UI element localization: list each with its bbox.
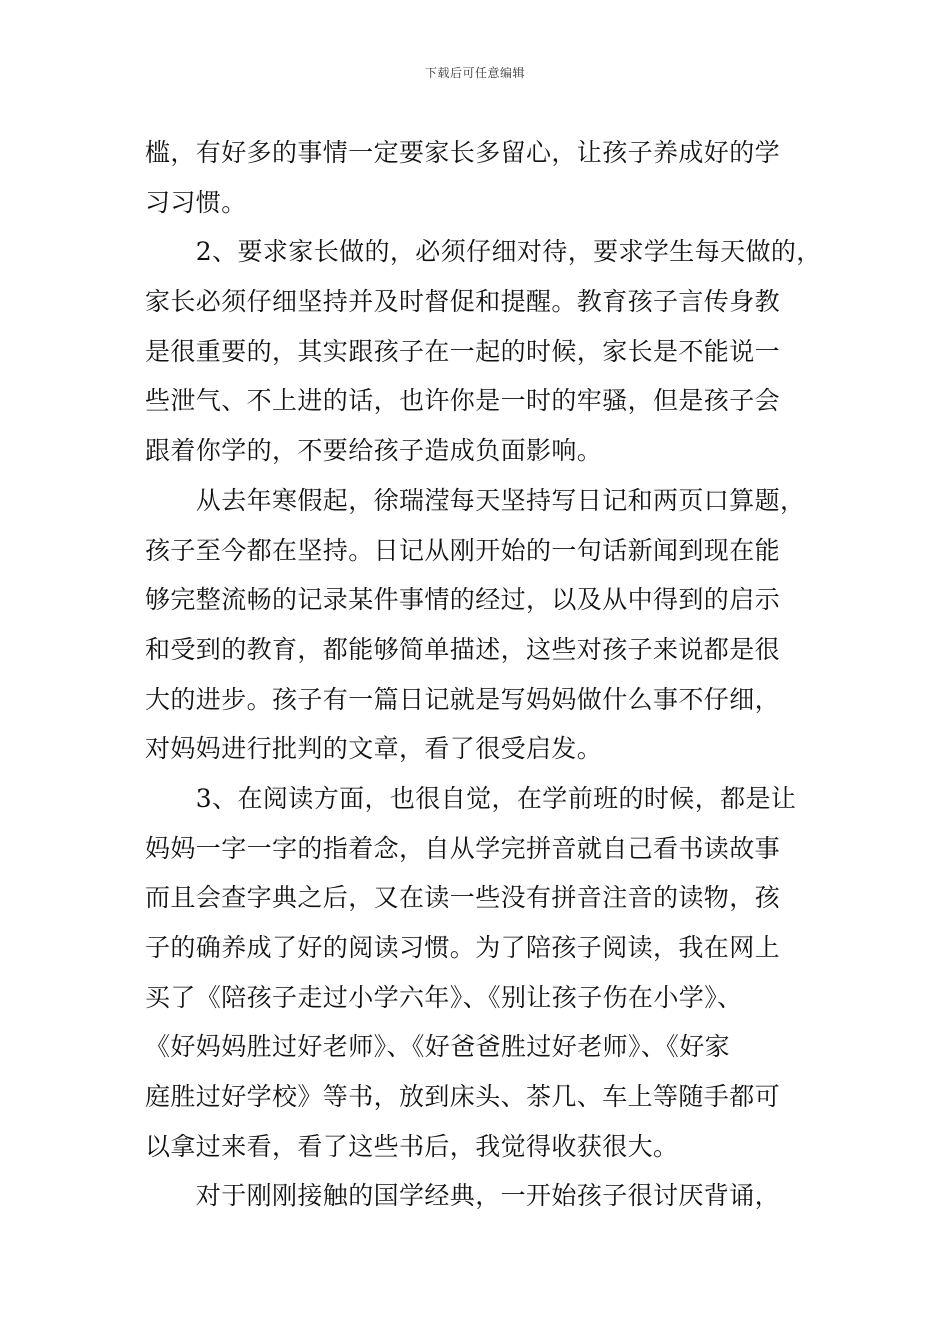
text-line: 些泄气、不上进的话，也许你是一时的牢骚，但是孩子会 — [145, 386, 781, 416]
text-line: 3、在阅读方面，也很自觉，在学前班的时候，都是让 — [145, 783, 797, 813]
text-line: 孩子至今都在坚持。日记从刚开始的一句话新闻到现在能 — [145, 535, 781, 565]
text-line: 槛，有好多的事情一定要家长多留心，让孩子养成好的学 — [145, 138, 781, 167]
text-line: 够完整流畅的记录某件事情的经过，以及从中得到的启示 — [145, 585, 781, 615]
text-line: 庭胜过好学校》等书，放到床头、茶几、车上等随手都可 — [145, 1082, 781, 1112]
text-line: 对妈妈进行批判的文章，看了很受启发。 — [145, 734, 603, 764]
text-line: 妈妈一字一字的指着念，自从学完拼音就自己看书读故事 — [145, 833, 781, 863]
text-line: 2、要求家长做的，必须仔细对待，要求学生每天做的， — [145, 237, 822, 267]
text-line: 家长必须仔细坚持并及时督促和提醒。教育孩子言传身教 — [145, 287, 781, 317]
text-line: 买了《陪孩子走过小学六年》、《别让孩子伤在小学》、 — [145, 982, 743, 1012]
text-line: 习习惯。 — [145, 187, 247, 217]
text-line: 跟着你学的，不要给孩子造成负面影响。 — [145, 436, 603, 466]
text-line: 而且会查字典之后，又在读一些没有拼音注音的读物，孩 — [145, 883, 781, 913]
text-line: 以拿过来看，看了这些书后，我觉得收获很大。 — [145, 1131, 679, 1161]
text-line: 是很重要的，其实跟孩子在一起的时候，家长是不能说一 — [145, 336, 781, 366]
text-line: 《好妈妈胜过好老师》、《好爸爸胜过好老师》、《好家 — [145, 1032, 731, 1062]
text-line: 从去年寒假起，徐瑞滢每天坚持写日记和两页口算题， — [145, 485, 806, 515]
text-line: 对于刚刚接触的国学经典，一开始孩子很讨厌背诵， — [145, 1181, 781, 1211]
text-line: 子的确养成了好的阅读习惯。为了陪孩子阅读，我在网上 — [145, 933, 781, 962]
text-line: 和受到的教育，都能够简单描述，这些对孩子来说都是很 — [145, 634, 781, 664]
page-header: 下载后可任意编辑 — [424, 66, 525, 80]
text-line: 大的进步。孩子有一篇日记就是写妈妈做什么事不仔细， — [145, 684, 781, 714]
document-body — [145, 128, 822, 1221]
